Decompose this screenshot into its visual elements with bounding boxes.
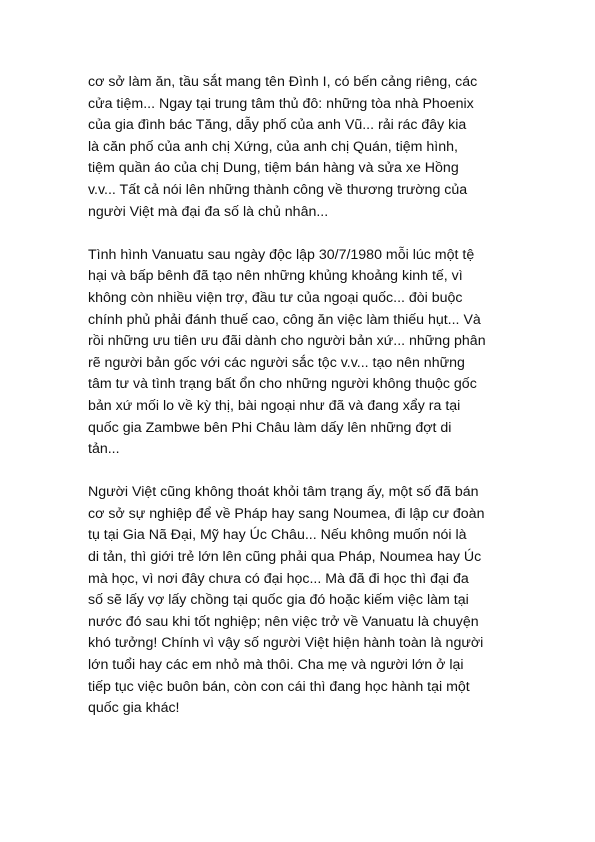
text-line: tiệm quần áo của chị Dung, tiệm bán hàng và sửa xe Hồng [88, 160, 459, 177]
text-line: di tản, thì giới trẻ lớn lên cũng phải qua Pháp, Noumea hay Úc [88, 549, 482, 566]
text-line: tâm tư và tình trạng bất ổn cho những người không thuộc gốc [88, 376, 477, 393]
text-line: hại và bấp bênh đã tạo nên những khủng khoảng kinh tế, vì [88, 268, 463, 285]
text-line: mà học, vì nơi đây chưa có đại học... Mà đã đi học thì đại đa [88, 570, 469, 587]
text-line: của gia đình bác Tăng, dẫy phố của anh Vũ... rải rác đây kia [88, 117, 467, 134]
paragraph-2 [88, 245, 518, 461]
paragraph-1 [88, 72, 518, 223]
text-line: không còn nhiều viện trợ, đầu tư của ngoại quốc... đòi buộc [88, 289, 463, 306]
text-line: số sẽ lấy vợ lấy chồng tại quốc gia đó hoặc kiếm việc làm tại [88, 592, 469, 609]
paragraph-3 [88, 482, 518, 720]
text-line: chính phủ phải đánh thuế cao, công ăn việc làm thiếu hụt... Và [88, 311, 481, 328]
text-line: quốc gia khác! [88, 700, 180, 717]
text-line: rẽ người bản gốc với các người sắc tộc v.v... tạo nên những [88, 354, 465, 371]
text-line: tản... [88, 441, 120, 458]
text-line: lớn tuổi hay các em nhỏ mà thôi. Cha mẹ và người lớn ở lại [88, 657, 464, 674]
text-line: v.v... Tất cả nói lên những thành công về thương trường của [88, 181, 468, 198]
text-line: nước đó sau khi tốt nghiệp; nên việc trở về Vanuatu là chuyện [88, 613, 479, 630]
document-page [88, 72, 518, 720]
text-line: là căn phố của anh chị Xứng, của anh chị Quán, tiệm hình, [88, 138, 458, 155]
text-line: quốc gia Zambwe bên Phi Châu làm dấy lên những đợt di [88, 419, 452, 436]
text-line: bản xứ mối lo về kỳ thị, bài ngoại như đã và đang xẩy ra tại [88, 397, 461, 414]
text-line: cửa tiệm... Ngay tại trung tâm thủ đô: những tòa nhà Phoenix [88, 95, 474, 112]
text-line: Người Việt cũng không thoát khỏi tâm trạng ấy, một số đã bán [88, 484, 479, 501]
text-line: tiếp tục việc buôn bán, còn con cái thì đang học hành tại một [88, 678, 470, 695]
text-line: tụ tại Gia Nã Đại, Mỹ hay Úc Châu... Nếu không muốn nói là [88, 527, 467, 544]
text-line: người Việt mà đại đa số là chủ nhân... [88, 203, 329, 220]
text-line: rồi những ưu tiên ưu đãi dành cho người bản xứ... những phân [88, 333, 486, 350]
text-line: Tình hình Vanuatu sau ngày độc lập 30/7/1980 mỗi lúc một tệ [88, 246, 475, 263]
text-line: khó tưởng! Chính vì vậy số người Việt hiện hành toàn là người [88, 635, 484, 652]
text-line: cơ sở sự nghiệp để về Pháp hay sang Noumea, đi lập cư đoàn [88, 505, 485, 522]
text-line: cơ sở làm ăn, tầu sắt mang tên Đình I, có bến cảng riêng, các [88, 74, 478, 90]
